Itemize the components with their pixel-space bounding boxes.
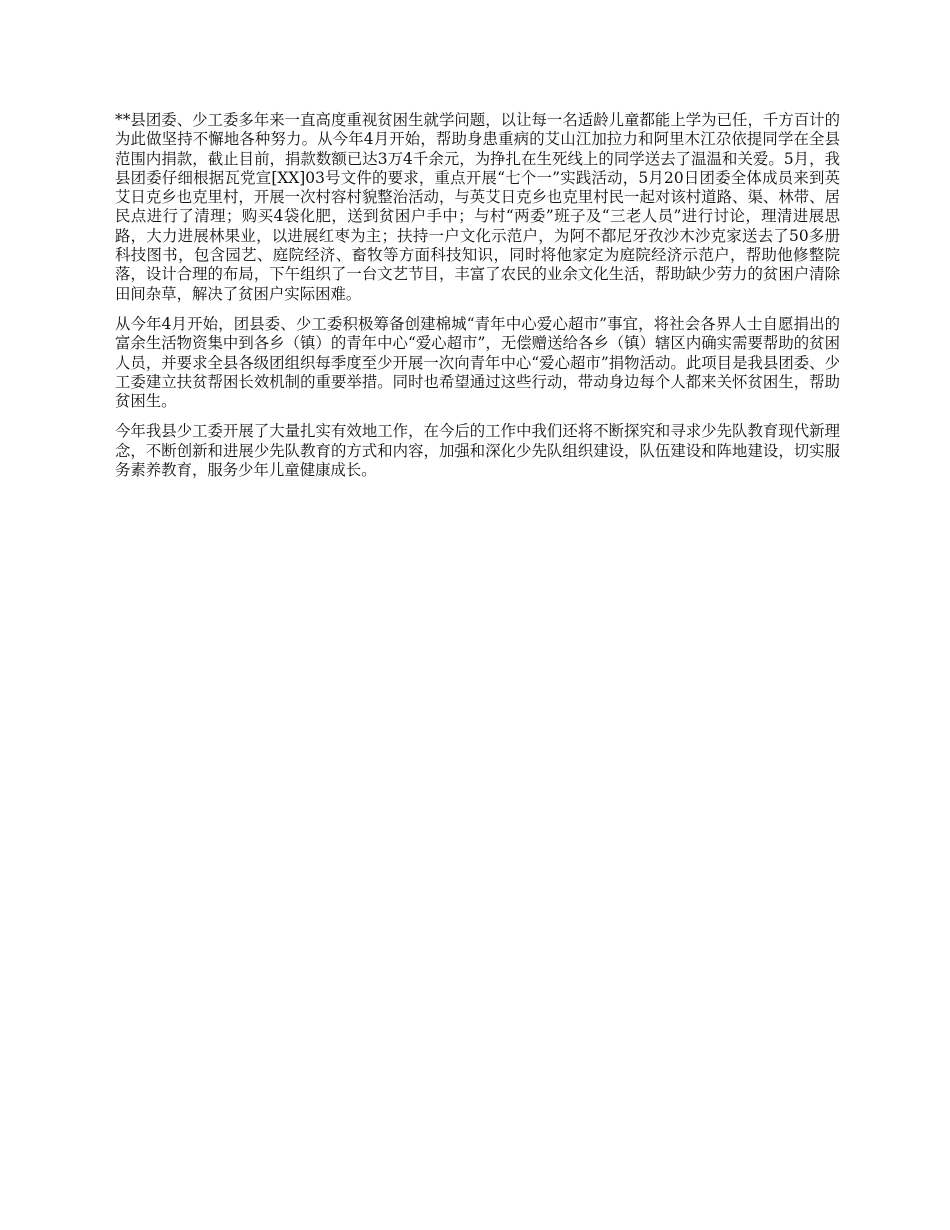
- paragraph-poverty-students: **县团委、少工委多年来一直高度重视贫困生就学问题，以让每一名适龄儿童都能上学为已任，千方百计的为此做坚持不懈地各种努力。从今年4月开始，帮助身患重病的艾山江加拉力和阿里木江尕依提同学在全县范围内捐款，截止目前，捐款数额已达3万4千余元，为挣扎在生死线上的同学送去了温温和关爱。5月，我县团委仔细根据瓦党宣[XX]03号文件的要求，重点开展“七个一”实践活动，5月20日团委全体成员来到英艾日克乡也克里村，开展一次村容村貌整治活动，与英艾日克乡也克里村民一起对该村道路、渠、林带、居民点进行了清理；购买4袋化肥，送到贫困户手中；与村“两委”班子及“三老人员”进行讨论，理清进展思路，大力进展林果业，以进展红枣为主；扶持一户文化示范户，为阿不都尼牙孜沙木沙克家送去了50多册科技图书，包含园艺、庭院经济、畜牧等方面科技知识，同时将他家定为庭院经济示范户，帮助他修整院落，设计合理的布局，下午组织了一台文艺节目，丰富了农民的业余文化生活，帮助缺少劳力的贫困户清除田间杂草，解决了贫困户实际困难。: [115, 111, 840, 303]
- paragraph-love-supermarket: 从今年4月开始，团县委、少工委积极筹备创建棉城“青年中心爱心超市”事宜，将社会各界人士自愿捐出的富余生活物资集中到各乡（镇）的青年中心“爱心超市”，无偿赠送给各乡（镇）辖区内确实需要帮助的贫困人员，并要求全县各级团组织每季度至少开展一次向青年中心“爱心超市”捐物活动。此项目是我县团委、少工委建立扶贫帮困长效机制的重要举措。同时也希望通过这些行动，带动身边每个人都来关怀贫困生，帮助贫困生。: [115, 314, 840, 411]
- paragraph-conclusion: 今年我县少工委开展了大量扎实有效地工作，在今后的工作中我们还将不断探究和寻求少先队教育现代新理念，不断创新和进展少先队教育的方式和内容，加强和深化少先队组织建设，队伍建设和阵地建设，切实服务素养教育，服务少年儿童健康成长。: [115, 422, 840, 480]
- document-body: [115, 111, 840, 491]
